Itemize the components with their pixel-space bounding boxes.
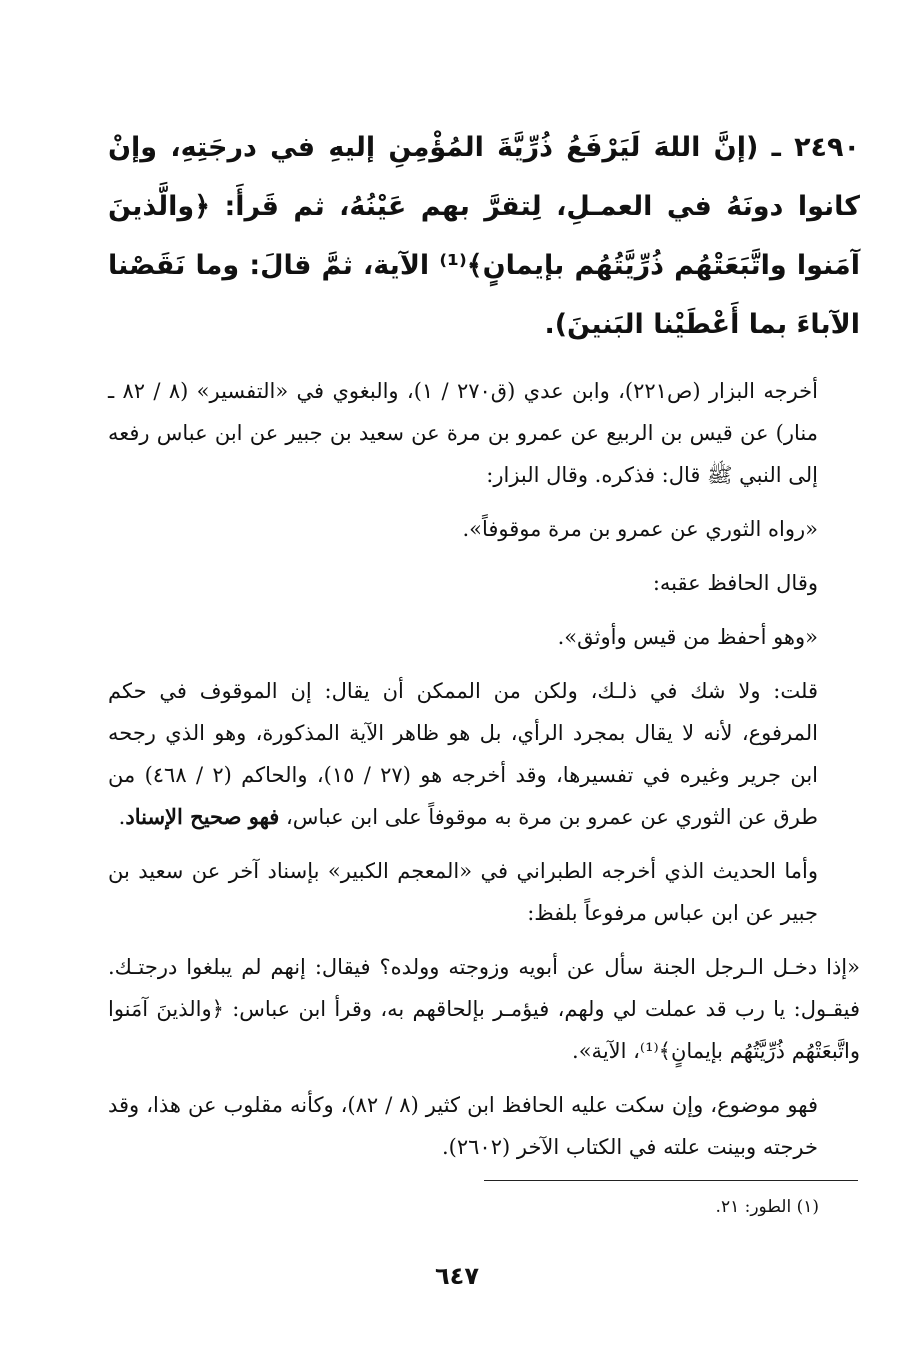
- page-body: [108, 118, 860, 1168]
- footnote: (١) الطور: ٢١.: [715, 1197, 819, 1217]
- tabarani-paragraph: وأما الحديث الذي أخرجه الطبراني في «المعجم الكبير» بإسناد آخر عن سعيد بن جبير عن ابن عباس مرفوعاً بلفظ:: [108, 859, 818, 925]
- takhrij-paragraph: أخرجه البزار (ص٢٢١)، وابن عدي (ق٢٧٠ / ١)، والبغوي في «التفسير» (٨ / ٨٢ ـ منار) عن قيس بن الربيع عن عمرو بن مرة عن سعيد بن جبير عن ابن عباس رفعه إلى النبي ﷺ قال: فذكره. وقال البزار:: [108, 379, 818, 487]
- author-comment: قلت: ولا شك في ذلـك، ولكن من الممكن أن يقال: إن الموقوف في حكم المرفوع، لأنه لا يقال بمجرد الرأي، بل هو ظاهر الآية المذكورة، وهو الذي رجحه ابن جرير وغيره في تفسيرها، وقد أخرجه هو (٢٧ / ١٥)، والحاكم (٢ / ٤٦٨) من طرق عن الثوري عن عمرو بن مرة به موقوفاً على ابن عباس، فهو صحيح الإسناد.: [108, 679, 818, 829]
- author-comment-text: قلت: ولا شك في ذلـك، ولكن من الممكن أن يقال: إن الموقوف في حكم المرفوع، لأنه لا يقال بمجرد الرأي، بل هو ظاهر الآية المذكورة، وهو الذي رجحه ابن جرير وغيره في تفسيرها، وقد أخرجه هو (٢٧ / ١٥)، والحاكم (٢ / ٤٦٨) من طرق عن الثوري عن عمرو بن مرة به موقوفاً على ابن عباس،: [108, 679, 818, 829]
- hadith-text: ٢٤٩٠ ـ (إنَّ اللهَ لَيَرْفَعُ ذُرِّيَّةَ المُؤْمِنِ إليهِ في درجَتِهِ، وإنْ كانوا دونَهُ في العمـلِ، لِتقرَّ بهم عَيْنُهُ، ثم قَرأَ: ﴿والَّذينَ آمَنوا واتَّبَعَتْهُم ذُرِّيَّتُهُم بإيمانٍ﴾⁽¹⁾ الآية، ثمَّ قالَ: وما نَقَصْنا الآباءَ بما أَعْطَيْنا البَنينَ).: [108, 132, 860, 340]
- hafiz-remark: وقال الحافظ عقبه:: [652, 571, 818, 595]
- page-number: ٦٤٧: [435, 1262, 479, 1290]
- isnad-verdict: فهو صحيح الإسناد: [125, 804, 280, 829]
- footnote-divider: [484, 1180, 858, 1181]
- verdict-paragraph: فهو موضوع، وإن سكت عليه الحافظ ابن كثير (٨ / ٨٢)، وكأنه مقلوب عن هذا، وقد خرجته وبينت علته في الكتاب الآخر (٢٦٠٢).: [108, 1093, 818, 1159]
- tabarani-quote: «إذا دخـل الـرجل الجنة سأل عن أبويه وزوجته وولده؟ فيقال: إنهم لم يبلغوا درجتـك. فيقـول: يا رب قد عملت لي ولهم، فيؤمـر بإلحاقهم به، وقرأ ابن عباس: ﴿والذينَ آمَنوا واتَّبعَتْهُم ذُرِّيَّتُهُم بإيمانٍ﴾⁽¹⁾، الآية».: [108, 955, 860, 1063]
- bazzar-quote: «رواه الثوري عن عمرو بن مرة موقوفاً».: [462, 517, 818, 541]
- hafiz-quote: «وهو أحفظ من قيس وأوثق».: [557, 625, 818, 649]
